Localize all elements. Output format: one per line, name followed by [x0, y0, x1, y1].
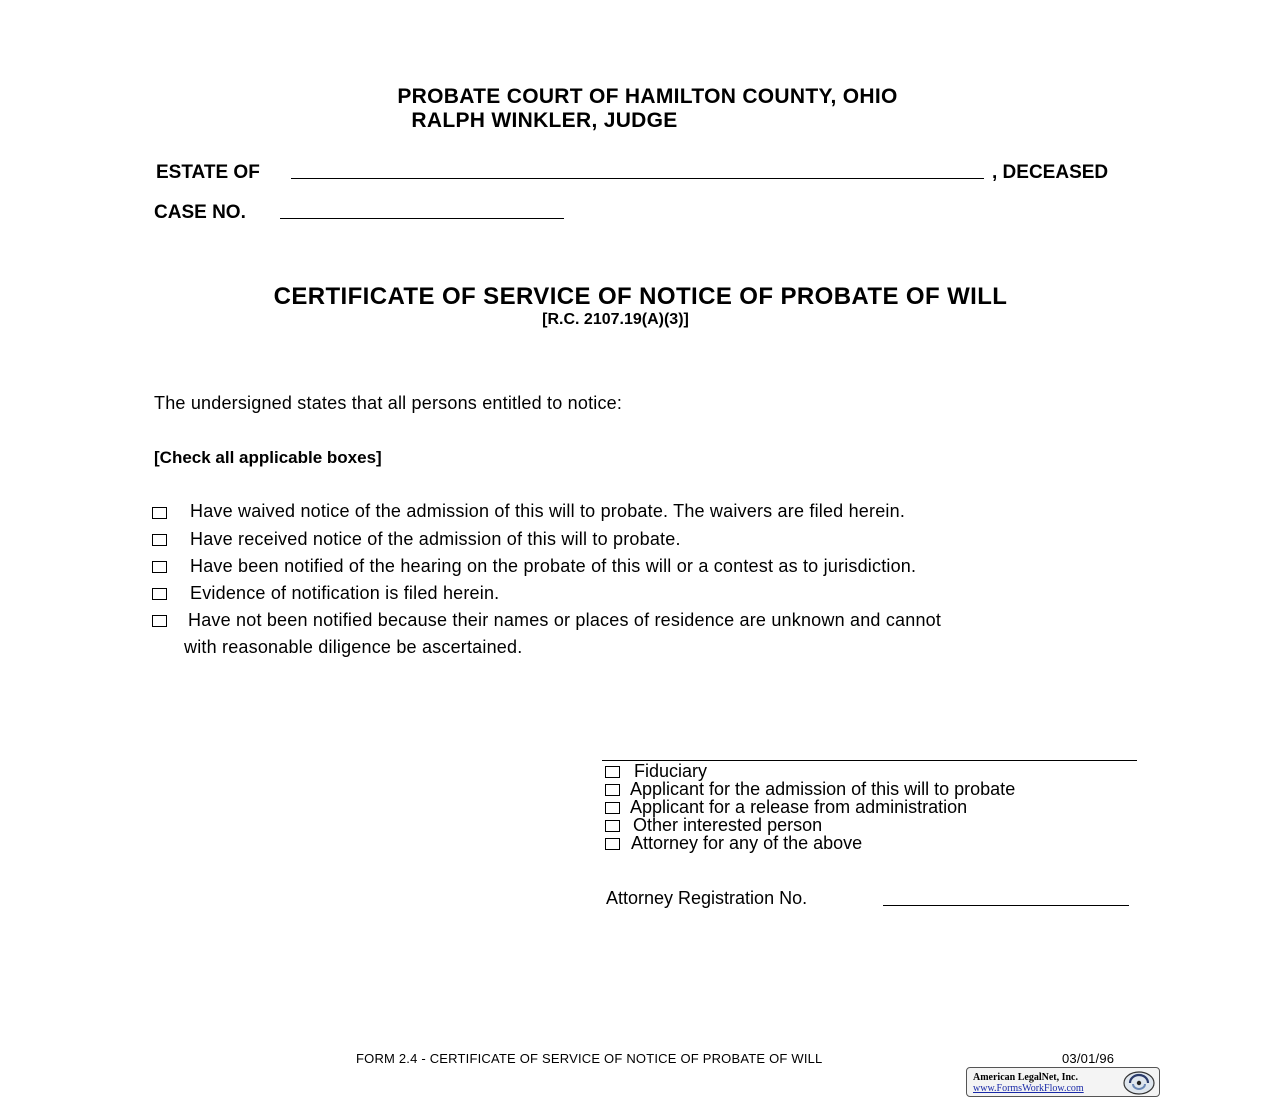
role-label: Applicant for a release from administration [630, 797, 968, 817]
role-label: Other interested person [633, 815, 823, 835]
role-checkbox[interactable] [605, 802, 620, 814]
court-name: PROBATE COURT OF HAMILTON COUNTY, OHIO [397, 85, 898, 108]
judge-name: RALPH WINKLER, JUDGE [411, 109, 678, 132]
case-number-label: CASE NO. [154, 202, 246, 223]
publisher-logo-icon [1122, 1070, 1156, 1096]
attorney-registration-field[interactable] [883, 905, 1129, 906]
form-date: 03/01/96 [1062, 1051, 1115, 1066]
role-label: Applicant for the admission of this will to probate [630, 779, 1016, 799]
form-footer-label: FORM 2.4 - CERTIFICATE OF SERVICE OF NOTICE OF PROBATE OF WILL [356, 1051, 823, 1066]
instruction-text: [Check all applicable boxes] [154, 448, 382, 467]
option-label-continuation: with reasonable diligence be ascertained. [184, 637, 523, 657]
publisher-url[interactable]: www.FormsWorkFlow.com [973, 1083, 1084, 1094]
role-label: Fiduciary [634, 761, 708, 781]
option-label: Evidence of notification is filed herein. [190, 583, 500, 603]
option-checkbox[interactable] [152, 534, 167, 546]
estate-label: ESTATE OF [156, 162, 260, 183]
deceased-label: , DECEASED [992, 162, 1109, 183]
option-checkbox[interactable] [152, 588, 167, 600]
statute-reference: [R.C. 2107.19(A)(3)] [542, 311, 689, 328]
role-checkbox[interactable] [605, 820, 620, 832]
estate-name-field[interactable] [291, 178, 984, 179]
option-label: Have been notified of the hearing on the probate of this will or a contest as to jurisdiction. [190, 556, 917, 576]
document-title: CERTIFICATE OF SERVICE OF NOTICE OF PROBATE OF WILL [273, 283, 1008, 310]
option-label: Have waived notice of the admission of this will to probate. The waivers are filed herein. [190, 501, 906, 521]
option-checkbox[interactable] [152, 507, 167, 519]
publisher-badge[interactable] [966, 1067, 1160, 1097]
role-label: Attorney for any of the above [631, 833, 863, 853]
attorney-registration-label: Attorney Registration No. [606, 888, 808, 908]
option-checkbox[interactable] [152, 561, 167, 573]
intro-text: The undersigned states that all persons entitled to notice: [154, 393, 623, 413]
role-checkbox[interactable] [605, 838, 620, 850]
option-label: Have not been notified because their names or places of residence are unknown and cannot [188, 610, 942, 630]
role-checkbox[interactable] [605, 766, 620, 778]
publisher-name: American LegalNet, Inc. [973, 1072, 1078, 1083]
option-label: Have received notice of the admission of this will to probate. [190, 529, 681, 549]
case-number-field[interactable] [280, 218, 564, 219]
role-checkbox[interactable] [605, 784, 620, 796]
option-checkbox[interactable] [152, 615, 167, 627]
